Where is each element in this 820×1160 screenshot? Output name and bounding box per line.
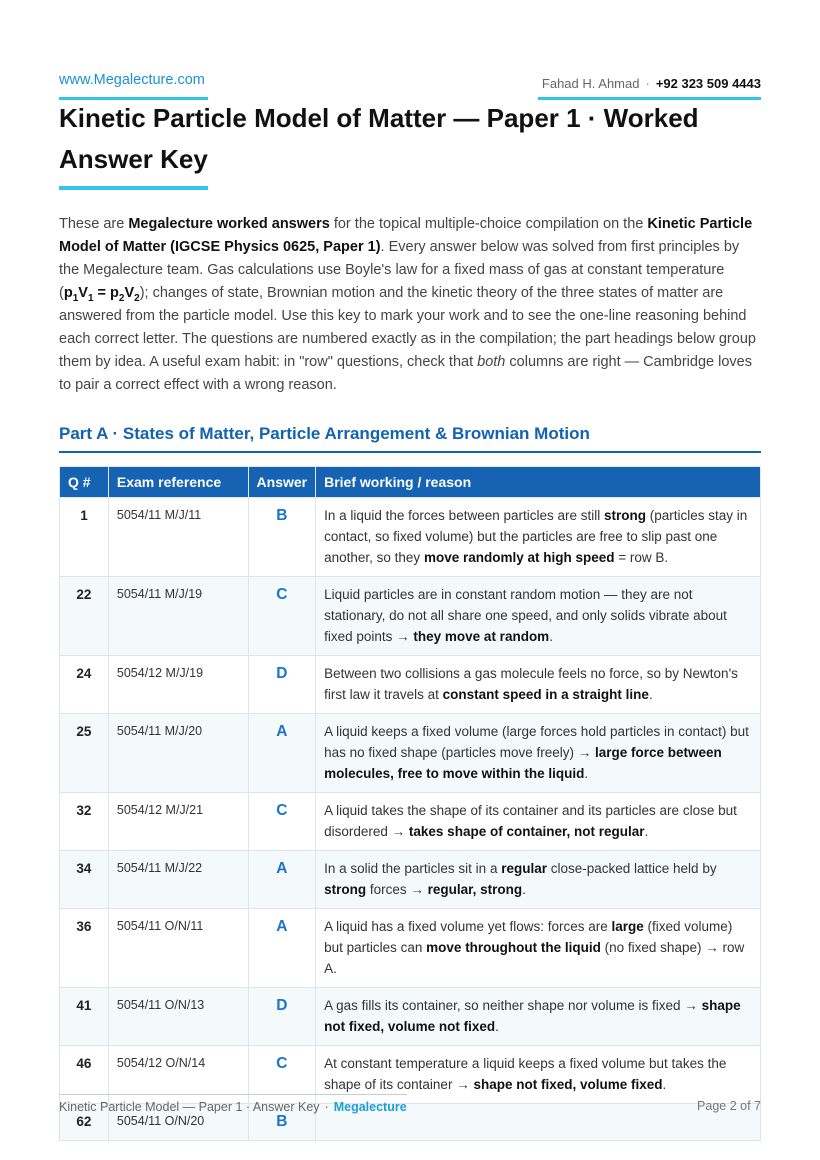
question-number: 41: [60, 988, 109, 1046]
intro-bold: Megalecture worked answers: [128, 216, 330, 232]
question-number: 46: [60, 1046, 109, 1104]
intro-text: . Every answer below was solved from first principles by the Megalecture team. Gas calculations use Boyle's law for a fixed mass of gas at constant temperature (: [59, 239, 740, 301]
intro-text: These are: [59, 216, 129, 232]
question-number: 25: [60, 714, 109, 793]
footer-doc-title: Kinetic Particle Model — Paper 1 · Answer Key: [59, 1100, 320, 1114]
answer-letter: B: [248, 1104, 316, 1141]
boyles-law-equation: $p_1V_1 = p_2V_2$: [63, 285, 140, 304]
answer-letter: A: [248, 909, 316, 988]
table-row: [60, 656, 761, 714]
table-header-row: [60, 467, 761, 498]
answer-letter: D: [248, 656, 316, 714]
question-number: 1: [60, 498, 109, 577]
answer-table: [59, 466, 761, 1141]
header-contact: [538, 76, 761, 97]
answer-letter: C: [248, 1046, 316, 1104]
exam-reference: 5054/11 M/J/20: [108, 714, 248, 793]
exam-reference: 5054/12 M/J/21: [108, 793, 248, 851]
question-number: 32: [60, 793, 109, 851]
header-working: Brief working / reason: [316, 467, 761, 498]
working-reason: A liquid has a fixed volume yet flows: forces are large (fixed volume) but particles can move throughout the liquid (no fixed shape) → row A.: [316, 909, 761, 988]
question-number: 34: [60, 851, 109, 909]
phone-number: +92 323 509 4443: [655, 76, 761, 91]
table-row: [60, 909, 761, 988]
question-number: 24: [60, 656, 109, 714]
working-reason: Liquid particles are in constant random motion — they are not stationary, do not all share one speed, and only solids vibrate about fixed points → they move at random.: [316, 577, 761, 656]
working-reason: In a liquid the forces between particles are still strong (particles stay in contact, so fixed volume) but the particles are free to slip past one another, so they move randomly at high speed = row B.: [316, 498, 761, 577]
question-number: 36: [60, 909, 109, 988]
header-right: [538, 76, 761, 100]
page-number: Page 2 of 7: [697, 1099, 761, 1113]
table-row: [60, 714, 761, 793]
exam-reference: 5054/11 O/N/11: [108, 909, 248, 988]
answer-letter: A: [248, 714, 316, 793]
question-number: 22: [60, 577, 109, 656]
exam-reference: 5054/12 M/J/19: [108, 656, 248, 714]
header-q-number: Q #: [60, 467, 109, 498]
footer-separator: ·: [324, 1100, 329, 1114]
header-separator: ·: [645, 76, 650, 91]
footer-brand: Megalecture: [333, 1100, 407, 1114]
exam-reference: 5054/12 O/N/14: [108, 1046, 248, 1104]
intro-paragraph: [59, 213, 761, 397]
footer-rule: [59, 1094, 407, 1095]
working-reason: In a solid the particles sit in a regular close-packed lattice held by strong forces → regular, strong.: [316, 851, 761, 909]
working-reason: At constant temperature a liquid keeps a fixed volume but takes the shape of its container → shape not fixed, volume fixed.: [316, 1046, 761, 1104]
site-link[interactable]: www.Megalecture.com: [59, 72, 205, 88]
table-row: [60, 577, 761, 656]
answer-letter: B: [248, 498, 316, 577]
header-answer: Answer: [248, 467, 316, 498]
author-name: Fahad H. Ahmad: [541, 76, 640, 91]
intro-italic: both: [477, 354, 506, 370]
intro-text: ); changes of state, Brownian motion and the kinetic theory of the three states of matter are answered from the particle model. Use this key to mark your work and to see the one-line reasoning behind each correct letter. The questions are numbered exactly as in the compilation; the part headings below group them by idea. A useful exam habit: in "row" questions, check that: [59, 285, 756, 370]
working-reason: A liquid takes the shape of its container and its particles are close but disordered → takes shape of container, not regular.: [316, 793, 761, 851]
exam-reference: 5054/11 M/J/11: [108, 498, 248, 577]
section-heading: Part A · States of Matter, Particle Arrangement & Brownian Motion: [59, 424, 761, 453]
intro-text: for the topical multiple-choice compilation on the: [329, 216, 648, 232]
exam-reference: 5054/11 O/N/13: [108, 988, 248, 1046]
table-row: [60, 793, 761, 851]
document-page: [59, 0, 761, 1160]
exam-reference: 5054/11 M/J/22: [108, 851, 248, 909]
table-row: [60, 988, 761, 1046]
working-reason: A gas fills its container, so neither shape nor volume is fixed → shape not fixed, volume not fixed.: [316, 988, 761, 1046]
title-underline: [59, 186, 208, 190]
page-title: Kinetic Particle Model of Matter — Paper 1 · Worked Answer Key: [59, 103, 699, 174]
exam-reference: 5054/11 O/N/20: [108, 1104, 248, 1141]
exam-reference: 5054/11 M/J/19: [108, 577, 248, 656]
footer-left: [59, 1100, 407, 1114]
answer-letter: C: [248, 577, 316, 656]
intro-text: columns are right — Cambridge loves to pair a correct effect with a wrong reason.: [59, 354, 752, 393]
intro-bold: Kinetic Particle Model of Matter (IGCSE Physics 0625, Paper 1): [59, 216, 753, 255]
header-left: [59, 72, 208, 100]
working-reason: Between two collisions a gas molecule feels no force, so by Newton's first law it travels at constant speed in a straight line.: [316, 656, 761, 714]
answer-letter: A: [248, 851, 316, 909]
question-number: 62: [60, 1104, 109, 1141]
answer-letter: C: [248, 793, 316, 851]
table-row: [60, 851, 761, 909]
header-exam-reference: Exam reference: [108, 467, 248, 498]
working-reason: A liquid keeps a fixed volume (large forces hold particles in contact) but has no fixed shape (particles move freely) → large force between molecules, free to move within the liquid.: [316, 714, 761, 793]
answer-letter: D: [248, 988, 316, 1046]
table-row: [60, 498, 761, 577]
